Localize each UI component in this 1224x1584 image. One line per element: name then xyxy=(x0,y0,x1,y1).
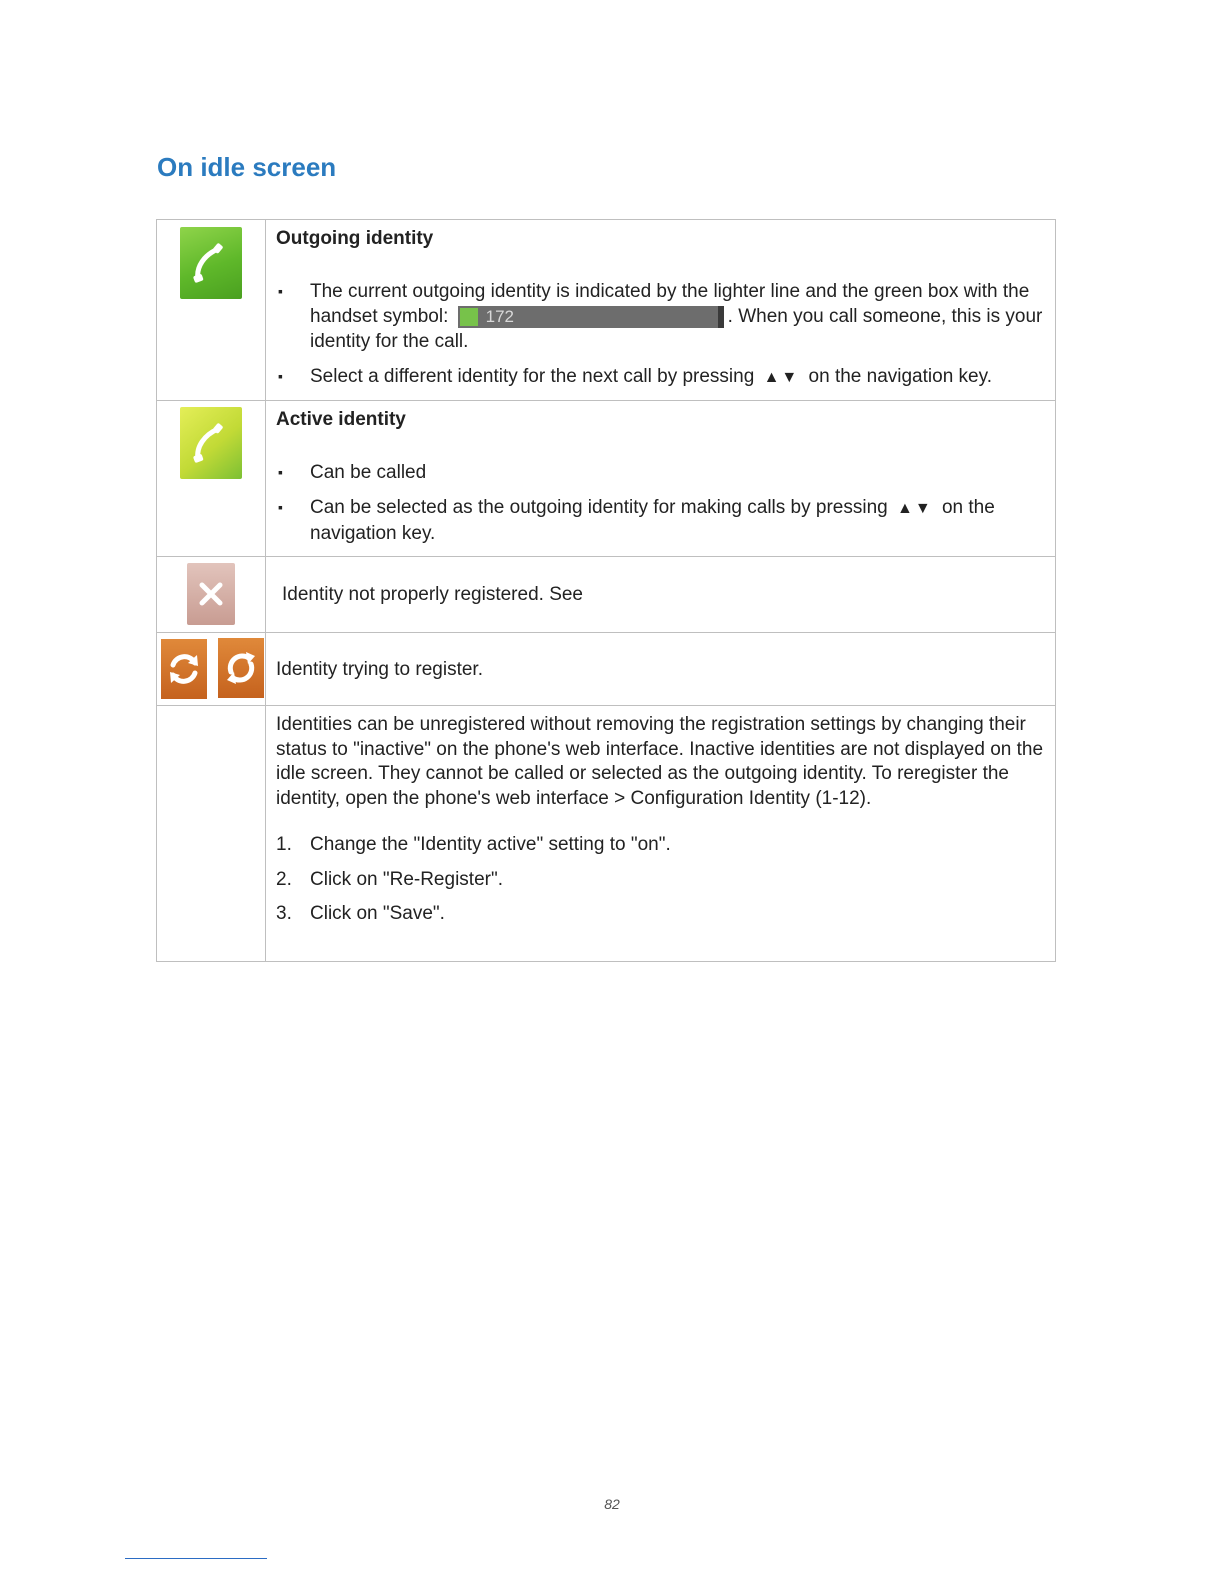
list-item: ▪ Can be selected as the outgoing identity for making calls by pressing ▲▼ on the navigation key. xyxy=(278,497,995,544)
identity-status-bar xyxy=(458,306,724,328)
bullet-icon: ▪ xyxy=(278,283,283,299)
identity-status-table xyxy=(156,219,1056,962)
table-row-active-identity xyxy=(157,401,1056,557)
registering-text: Identity trying to register. xyxy=(276,658,483,680)
table-row-not-registered xyxy=(157,557,1056,633)
registering-arrows-alt-icon xyxy=(218,638,264,698)
bullet-icon: ▪ xyxy=(278,464,283,480)
table-row-outgoing-identity xyxy=(157,220,1056,401)
up-down-arrows-icon: ▲▼ xyxy=(897,500,933,517)
bullet-list xyxy=(276,279,1045,390)
bullet-icon: ▪ xyxy=(278,499,283,515)
list-item: 2. Click on "Re-Register". xyxy=(276,868,503,890)
reregister-steps xyxy=(276,833,1045,927)
page-heading: On idle screen xyxy=(157,152,337,182)
unregister-paragraph: Identities can be unregistered without removing the registration settings by changing their status to "inactive" on the phone's web interface. Inactive identities are not displayed on the idle screen. They cannot be called or selected as the outgoing identity. To reregister the identity, open the phone's web interface > Configuration Identity (1-12). xyxy=(276,714,1044,809)
list-item: ▪ Select a different identity for the next call by pressing ▲▼ on the navigation key. xyxy=(276,364,1045,390)
list-item: 1. Change the "Identity active" setting to "on". xyxy=(276,834,671,855)
row-title-active: Active identity xyxy=(276,409,406,430)
registering-arrows-icon xyxy=(161,639,207,699)
handset-mini-icon xyxy=(460,308,478,326)
not-registered-text: Identity not properly registered. See xyxy=(282,584,584,605)
list-item: ▪ The current outgoing identity is indicated by the lighter line and the green box with the handset symbol: 172 . When you call someone, this is your identity for the call. xyxy=(278,281,1043,352)
identity-number: 172 xyxy=(485,306,515,326)
bullet-icon: ▪ xyxy=(278,368,283,384)
footer-divider xyxy=(125,1558,267,1559)
bullet-list xyxy=(276,460,1045,546)
list-item: ▪ Can be called xyxy=(278,462,427,483)
table-row-reregister-instructions xyxy=(157,706,1056,962)
phone-handset-yellow-icon xyxy=(180,407,242,479)
page-number: 82 xyxy=(604,1496,620,1512)
table-row-registering xyxy=(157,633,1056,706)
phone-handset-green-icon xyxy=(180,227,242,299)
registration-failed-x-icon xyxy=(187,563,235,625)
up-down-arrows-icon: ▲▼ xyxy=(763,369,800,386)
list-item: 3. Click on "Save". xyxy=(276,903,445,924)
row-title-outgoing: Outgoing identity xyxy=(276,228,434,249)
